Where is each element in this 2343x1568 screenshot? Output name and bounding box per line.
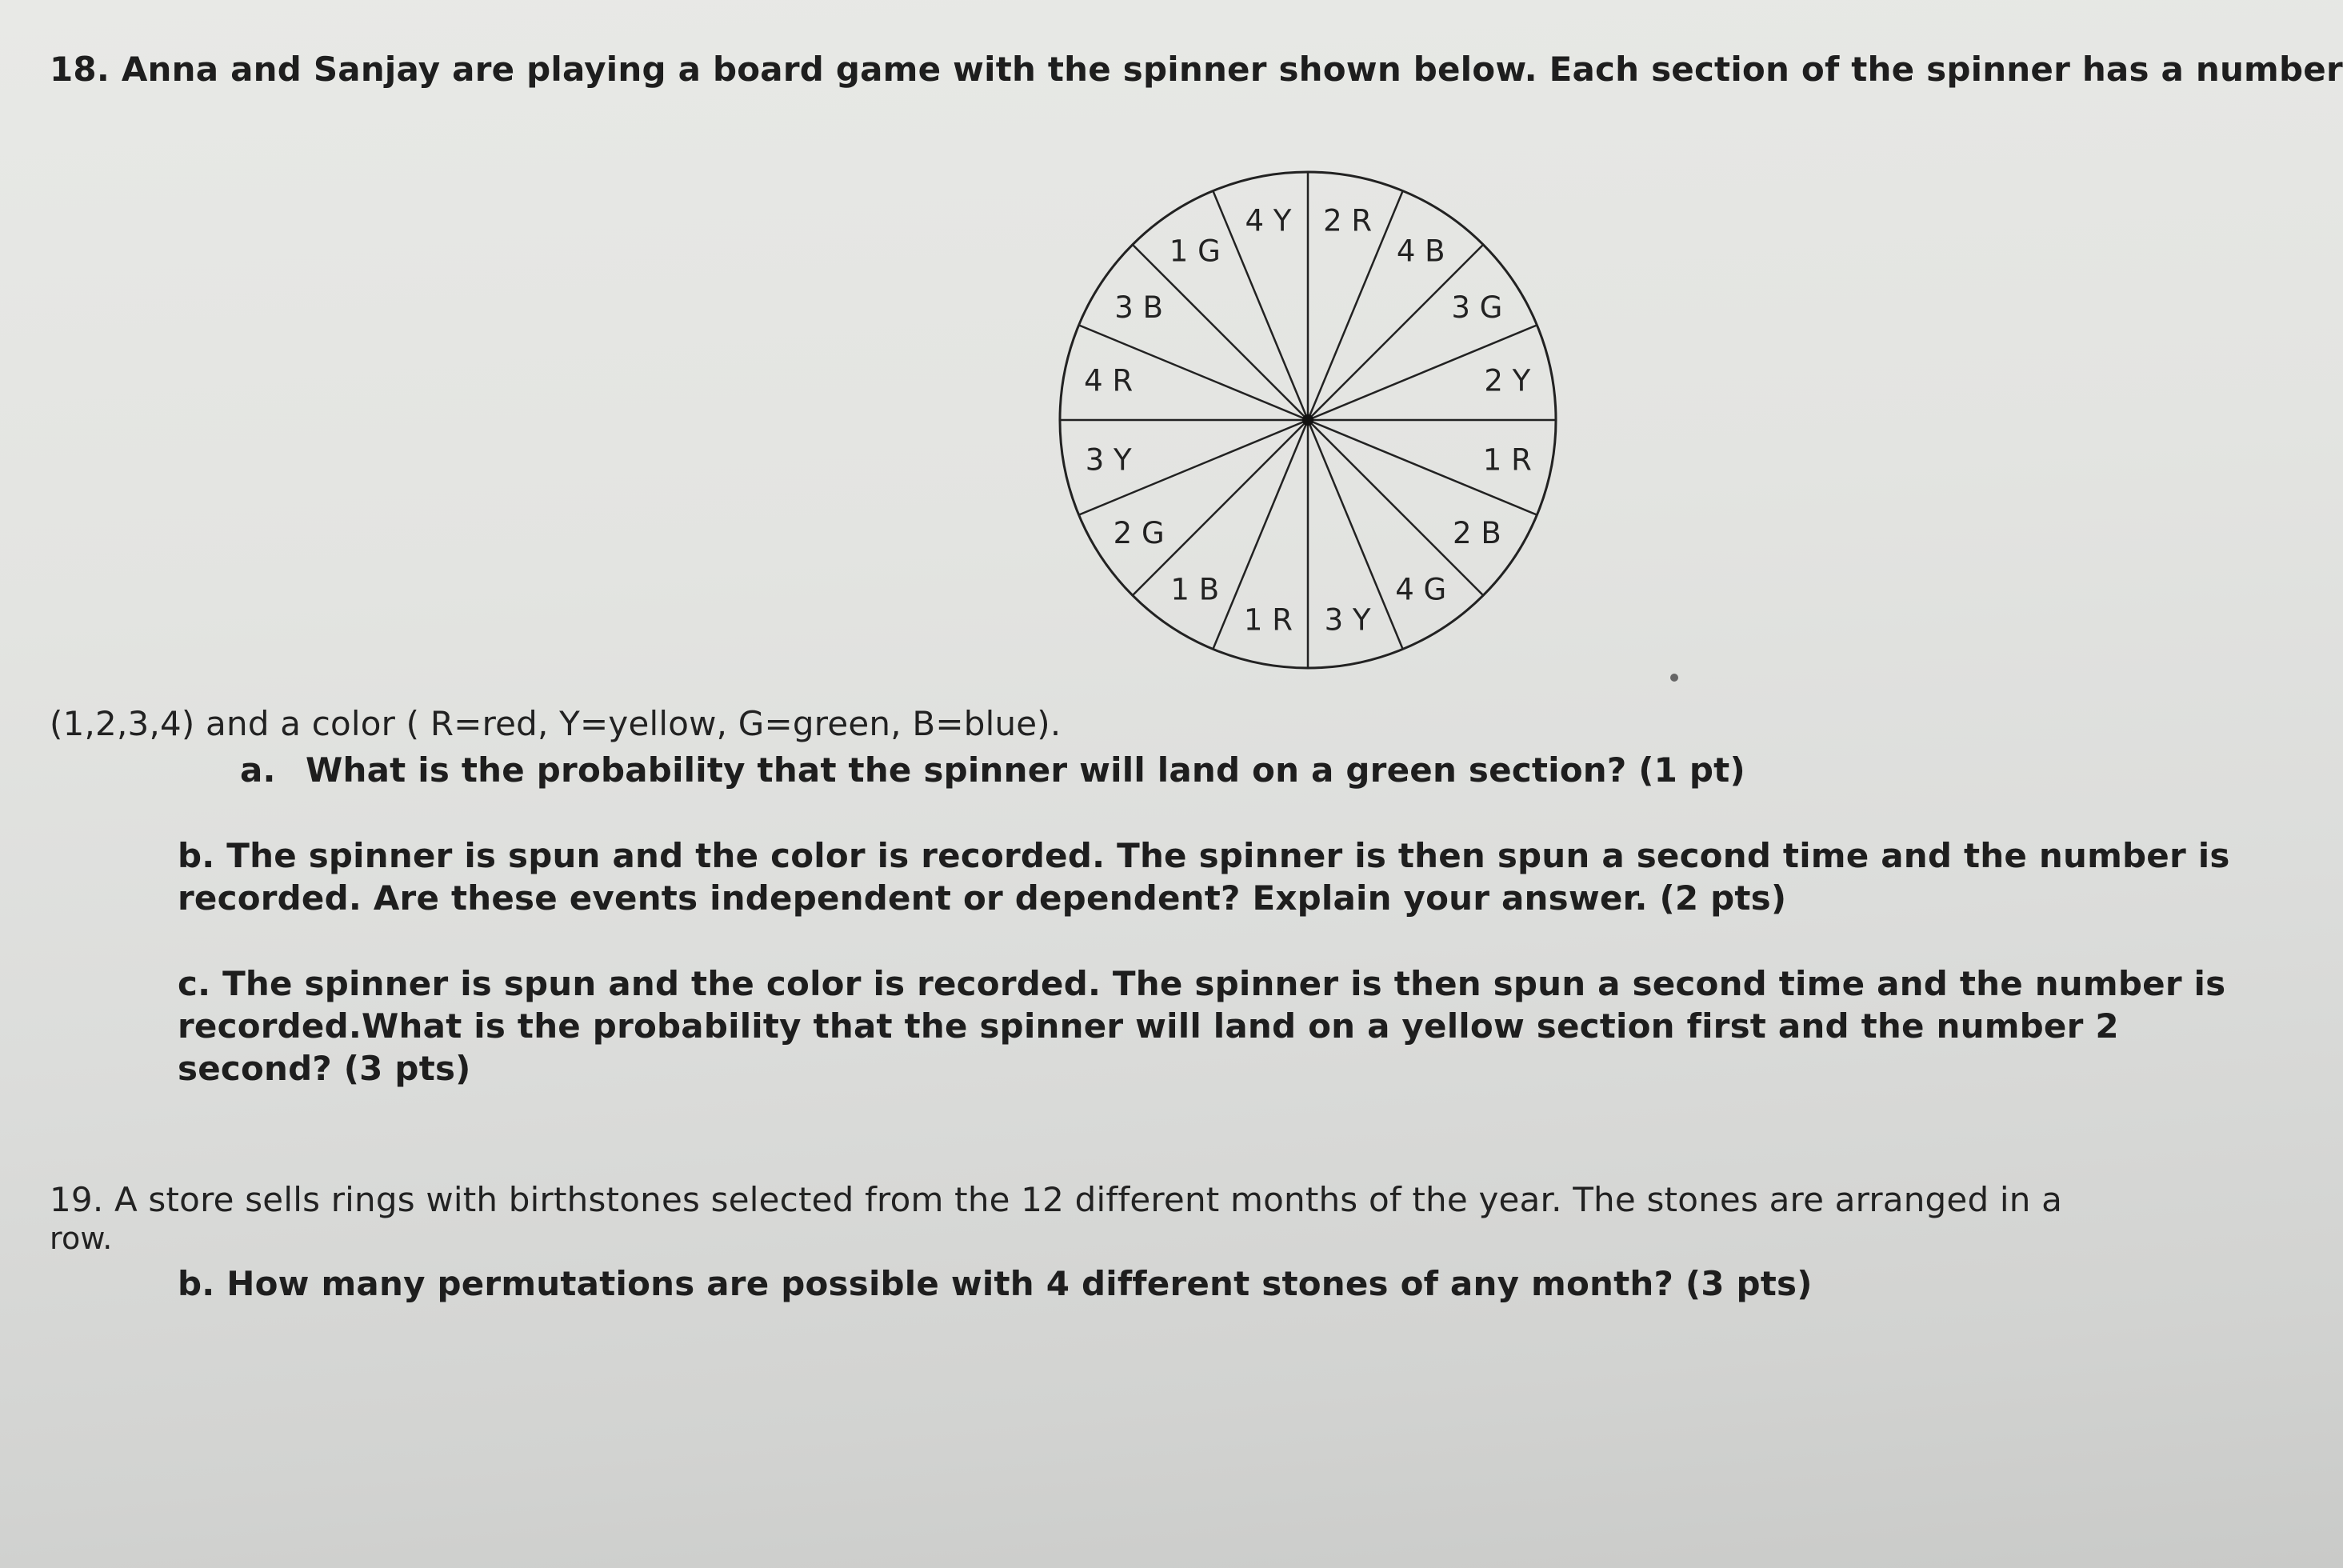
spinner-section-label: 4 G [1395, 572, 1447, 607]
q19-part-b: b. How many permutations are possible with 4 different stones of any month? (3 pts) [178, 1264, 1813, 1303]
q19-line1: 19. A store sells rings with birthstones selected from the 12 different months of the year. The stones are arranged in a [50, 1180, 2063, 1219]
q19-line2: row. [50, 1221, 113, 1256]
q18-part-b-line2: recorded. Are these events independent or dependent? Explain your answer. (2 pts) [178, 878, 1787, 918]
spinner-divider [1308, 420, 1483, 595]
spinner-section-label: 3 Y [1324, 602, 1371, 638]
q18-continuation: (1,2,3,4) and a color ( R=red, Y=yellow, G=green, B=blue). [50, 704, 1062, 743]
spinner-section-label: 2 B [1453, 516, 1501, 551]
q18-part-a-letter: a. [240, 750, 276, 790]
stray-mark [1670, 674, 1678, 682]
spinner-section-label: 1 G [1169, 234, 1221, 269]
spinner-hub [1302, 414, 1313, 426]
q18-part-a: What is the probability that the spinner will land on a green section? (1 pt) [306, 750, 1745, 790]
spinner-section-label: 2 R [1323, 203, 1373, 238]
spinner-section-label: 2 Y [1484, 363, 1531, 398]
spinner-section-label: 2 G [1113, 516, 1165, 551]
q18-part-b-line1: b. The spinner is spun and the color is recorded. The spinner is then spun a second time and the number is [178, 836, 2230, 875]
spinner-section-label: 4 B [1396, 234, 1445, 269]
spinner-diagram [1040, 156, 1584, 684]
spinner-divider [1133, 245, 1308, 420]
spinner-group [1060, 172, 1556, 668]
spinner-divider [1308, 245, 1483, 420]
q18-part-c-line2: recorded.What is the probability that the spinner will land on a yellow section first and the number 2 [178, 1006, 2119, 1046]
q18-intro: 18. Anna and Sanjay are playing a board game with the spinner shown below. Each section of the spinner has a number [50, 50, 2343, 89]
q18-part-c-line1: c. The spinner is spun and the color is recorded. The spinner is then spun a second time and the number is [178, 964, 2226, 1003]
q18-part-c-line3: second? (3 pts) [178, 1049, 471, 1088]
spinner-section-label: 1 R [1482, 442, 1532, 478]
spinner-section-label: 1 B [1170, 572, 1220, 607]
spinner-section-label: 4 Y [1245, 203, 1292, 238]
spinner-section-label: 3 Y [1085, 442, 1132, 478]
spinner-section-label: 3 G [1451, 290, 1503, 325]
spinner-divider [1133, 420, 1308, 595]
spinner-section-label: 4 R [1084, 363, 1134, 398]
spinner-section-label: 3 B [1114, 290, 1163, 325]
spinner-section-label: 1 R [1243, 602, 1293, 638]
